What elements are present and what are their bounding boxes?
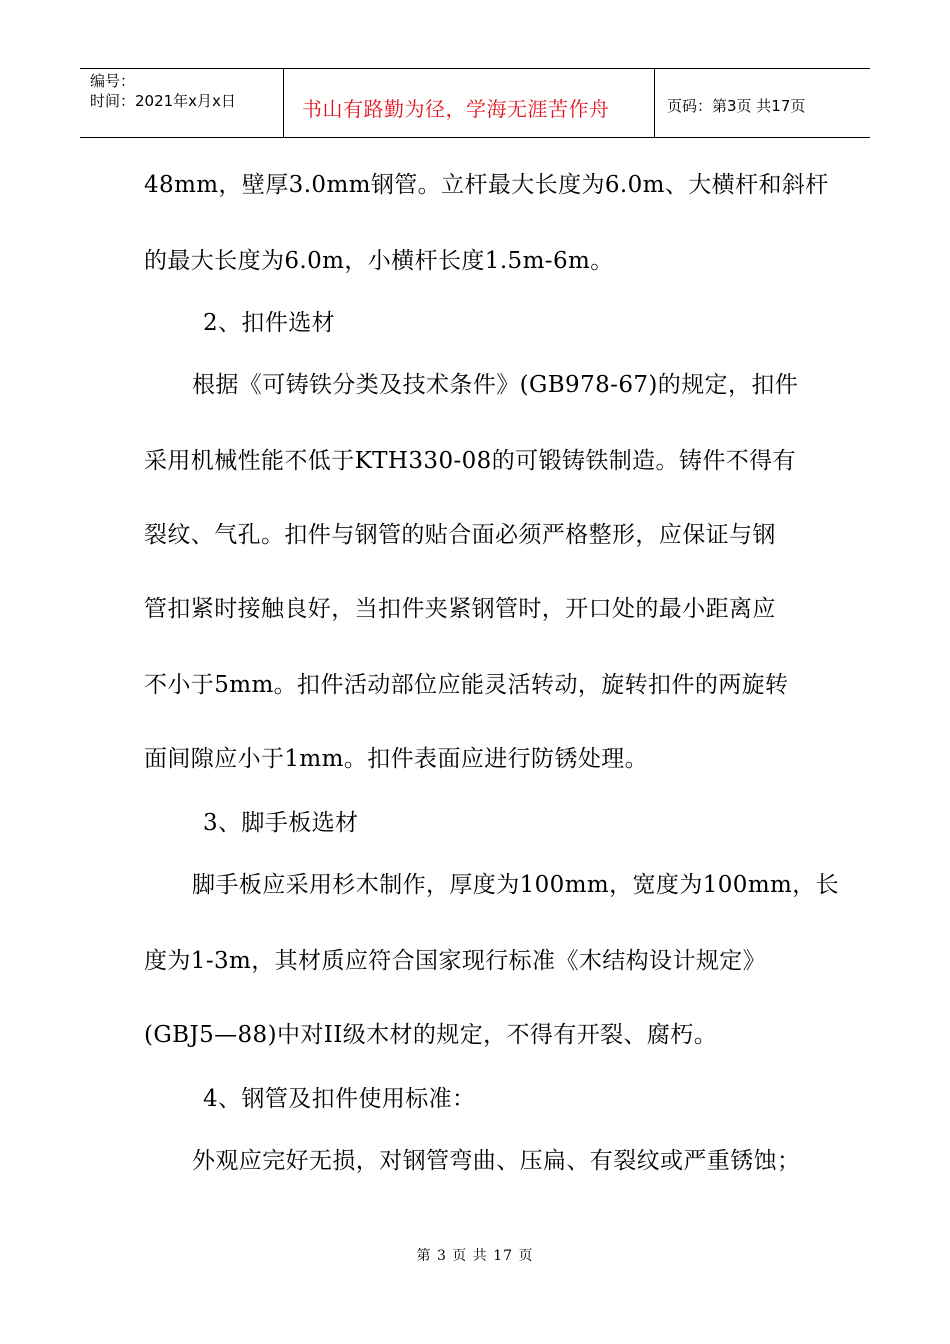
document-time-label: 时间：2021年x月x日 <box>90 92 236 110</box>
body-line: 外观应完好无损，对钢管弯曲、压扁、有裂纹或严重锈蚀； <box>192 1148 801 1174</box>
body-line: 度为1-3m，其材质应符合国家现行标准《木结构设计规定》 <box>144 948 767 974</box>
header-motto-cell <box>284 69 655 137</box>
section-heading-fasteners: 2、扣件选材 <box>203 310 336 336</box>
body-line: 的最大长度为6.0m，小横杆长度1.5m-6m。 <box>144 248 614 274</box>
body-line: 采用机械性能不低于KTH330-08的可锻铸铁制造。铸件不得有 <box>144 448 796 474</box>
body-line: 裂纹、气孔。扣件与钢管的贴合面必须严格整形，应保证与钢 <box>144 522 776 548</box>
section-heading-usage-standards: 4、钢管及扣件使用标准： <box>203 1086 476 1112</box>
document-number-label: 编号： <box>90 72 136 90</box>
body-line: 48mm，壁厚3.0mm钢管。立杆最大长度为6.0m、大横杆和斜杆 <box>144 172 829 198</box>
header-motto: 书山有路勤为径，学海无涯苦作舟 <box>302 97 610 121</box>
header-meta-cell <box>80 69 284 137</box>
header-page-info: 页码：第3页 共17页 <box>667 97 806 115</box>
body-line: 不小于5mm。扣件活动部位应能灵活转动，旋转扣件的两旋转 <box>144 672 789 698</box>
body-line: 面间隙应小于1mm。扣件表面应进行防锈处理。 <box>144 746 649 772</box>
body-line: (GBJ5—88)中对II级木材的规定，不得有开裂、腐朽。 <box>144 1022 718 1048</box>
body-line: 根据《可铸铁分类及技术条件》(GB978-67)的规定，扣件 <box>192 372 799 398</box>
body-line: 脚手板应采用杉木制作，厚度为100mm，宽度为100mm，长 <box>192 872 840 898</box>
page-footer: 第 3 页 共 17 页 <box>416 1248 534 1264</box>
document-header <box>80 68 870 138</box>
body-line: 管扣紧时接触良好，当扣件夹紧钢管时，开口处的最小距离应 <box>144 596 776 622</box>
header-page-cell <box>655 69 870 137</box>
section-heading-scaffold-boards: 3、脚手板选材 <box>203 810 359 836</box>
